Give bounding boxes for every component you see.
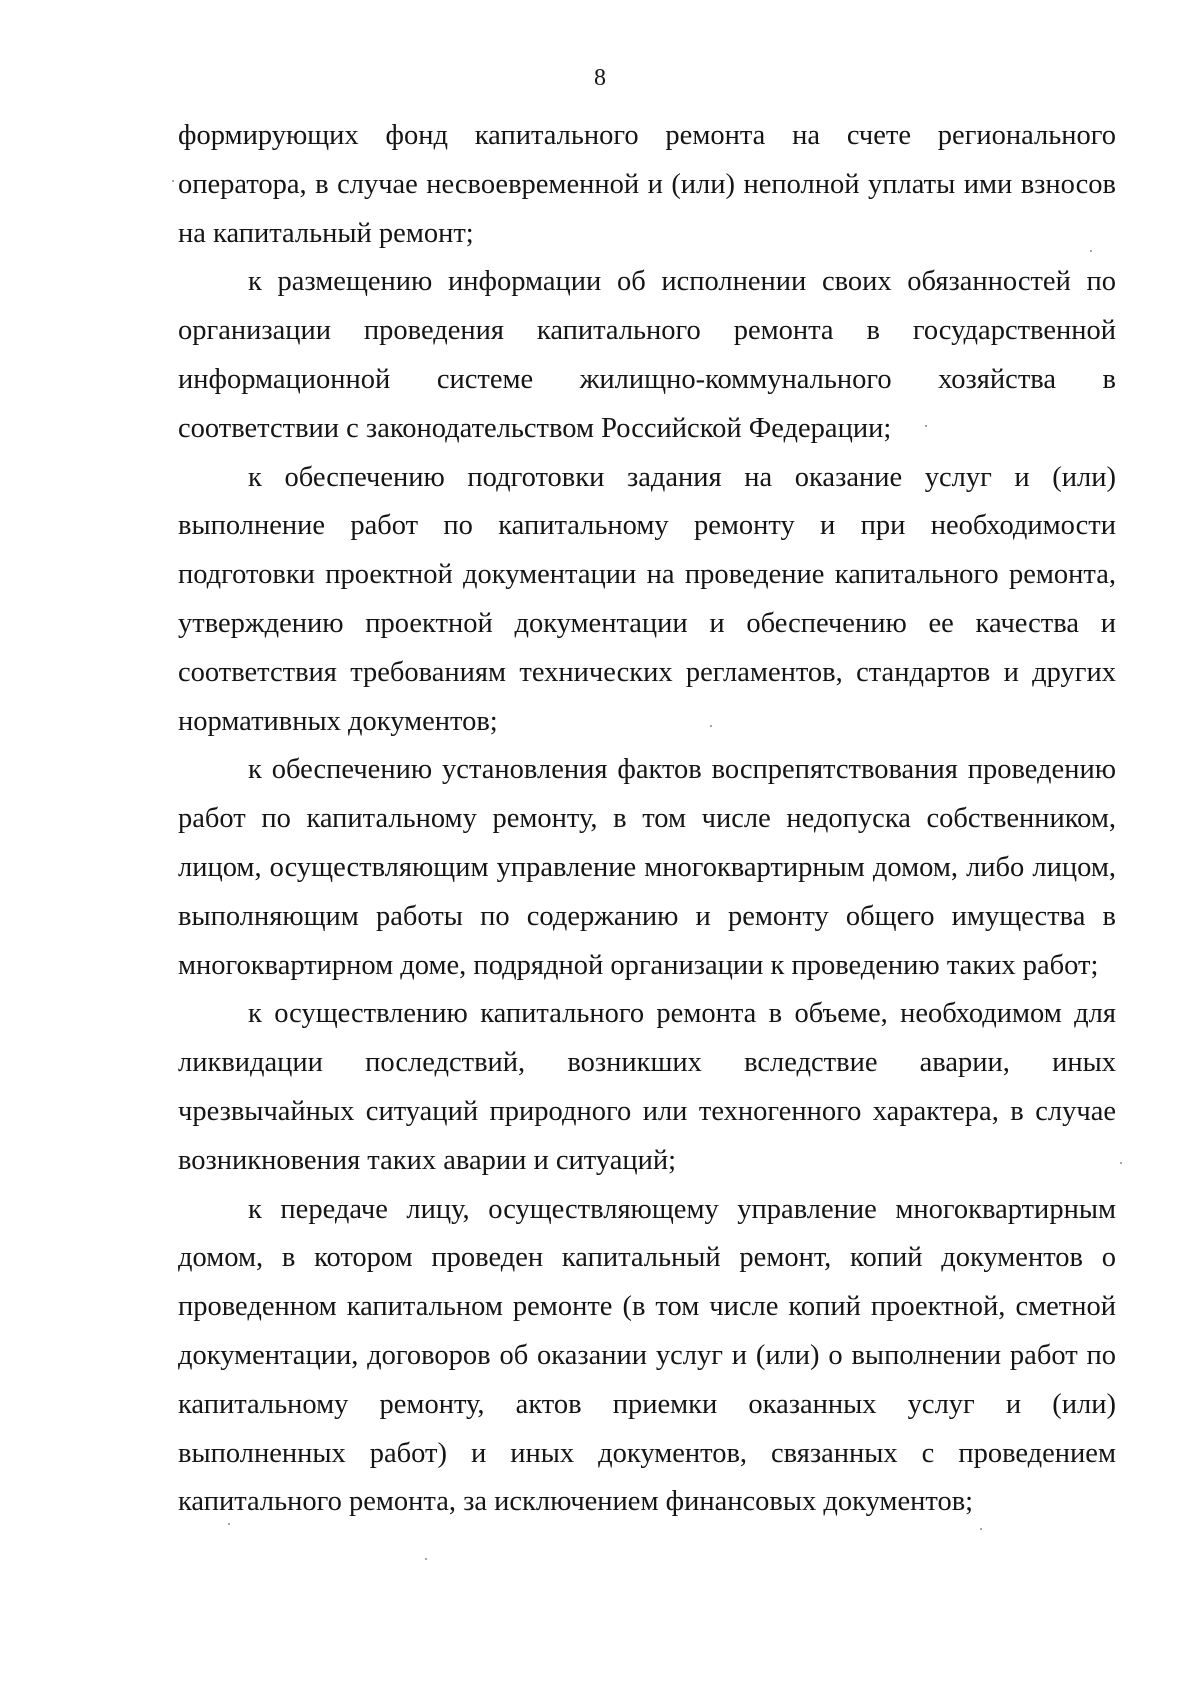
paragraph-continuation: формирующих фонд капитального ремонта на счете регионального оператора, в случае несвоевременной и (или) неполной уплаты ими взносов на капитальный ремонт; [178, 120, 1116, 249]
scan-speck [980, 1528, 982, 1530]
scan-speck [172, 180, 174, 182]
scan-speck [425, 1558, 427, 1560]
scan-speck [228, 1523, 230, 1525]
paragraph-gis-information: к размещению информации об исполнении своих обязанностей по организации проведения капитального ремонта в государственной информационной системе жилищно-коммунального хозяйства в соответствии с законодательством Российской Федерации; [178, 266, 1116, 444]
paragraph-document-transfer: к передаче лицу, осуществляющему управление многоквартирным домом, в котором проведен капитальный ремонт, копий документов о проведенном капитальном ремонте (в том числе копий проектной, сметной документации, договоров об оказании услуг и (или) о выполнении работ по капитальному ремонту, актов приемки оказанных услуг и (или) выполненных работ) и иных документов, связанных с проведением капитального ремонта, за исключением финансовых документов; [178, 1193, 1116, 1518]
paragraph-design-documentation: к обеспечению подготовки задания на оказание услуг и (или) выполнение работ по капитальному ремонту и при необходимости подготовки проектной документации на проведение капитального ремонта, утверждению проектной документации и обеспечению ее качества и соответствия требованиям технических регламентов, стандартов и других нормативных документов; [178, 461, 1116, 737]
page-number: 8 [594, 65, 606, 91]
paragraph-emergency-repair: к осуществлению капитального ремонта в объеме, необходимом для ликвидации последствий, возникших вследствие аварии, иных чрезвычайных ситуаций природного или техногенного характера, в случае возникновения таких аварии и ситуаций; [178, 998, 1116, 1176]
scan-speck [1090, 250, 1092, 252]
paragraph-obstruction-facts: к обеспечению установления фактов воспрепятствования проведению работ по капитальному ремонту, в том числе недопуска собственником, лицом, осуществляющим управление многоквартирным домом, либо лицом, выполняющим работы по содержанию и ремонту общего имущества в многоквартирном доме, подрядной организации к проведению таких работ; [178, 754, 1116, 981]
scan-speck [925, 425, 927, 427]
document-body [178, 112, 1116, 1527]
scan-speck [1120, 1162, 1122, 1164]
scan-speck [710, 725, 712, 727]
